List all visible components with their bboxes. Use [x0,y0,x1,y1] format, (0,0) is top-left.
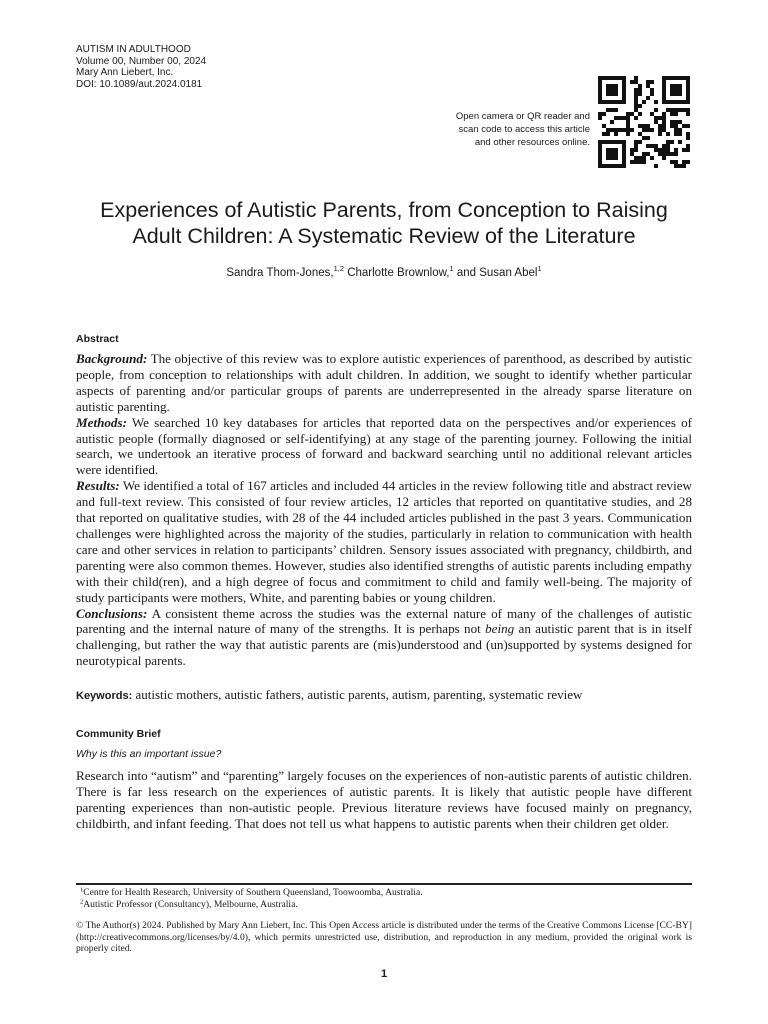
journal-name: AUTISM IN ADULTHOOD [76,44,191,55]
community-brief-text: Research into “autism” and “parenting” largely focuses on the experiences of non-autistic parents of autistic children. There is far less research on the experiences of autistic parents. It is likely that autistic people have different parenting experiences than non-autistic people. Previous literature reviews have focused mainly on pregnancy, childbirth, and infant feeding. That does not tell us what happens to autistic parents when their children get older. [76,768,692,831]
conclusions-text: A consistent theme across the studies was the external nature of many of the challenges of autistic parenting and the internal nature of many of the strengths. It is perhaps not [76,605,692,637]
affiliation-marker: 1 [449,264,454,273]
community-brief-heading: Community Brief [76,728,161,740]
title-line: Adult Children: A Systematic Review of the Literature [132,224,636,248]
keywords [76,687,692,703]
license-statement: © The Author(s) 2024. Published by Mary Ann Liebert, Inc. This Open Access article is distributed under the terms of the Creative Commons License [CC-BY] (http://creativecommons.org/licenses/by/4.0), which permits unrestricted use, distribution, and reproduction in any medium, provided the original work is properly cited. [76,920,692,954]
affiliation-item [80,899,692,911]
paper-title [60,197,708,249]
abstract-heading: Abstract [76,333,119,345]
qr-code-icon[interactable] [598,76,690,168]
author-name: Sandra Thom-Jones, [226,267,334,279]
publisher-name: Mary Ann Liebert, Inc. [76,67,174,78]
affiliations [80,887,692,910]
affiliation-marker: 1,2 [333,264,344,273]
qr-note-line: and other resources online. [474,137,590,148]
abstract-background [76,351,692,415]
methods-label: Methods: [76,414,127,430]
author-list [60,264,708,279]
affiliation-marker: 1 [80,886,84,894]
abstract-conclusions [76,606,692,670]
results-text: We identified a total of 167 articles and included 44 articles in the review following title and abstract review and full-text review. This consisted of four review articles, 12 articles that reported on quantitative studies, and 28 that reported on qualitative studies, with 28 of the 44 included articles published in the past 3 years. Communication challenges were highlighted across the majority of the studies, particularly in relation to communication with health care and other services in relation to participants’ children. Sensory issues associated with pregnancy, childbirth, and parenting were also common themes. However, studies also identified strengths of autistic parents including empathy with their child(ren), and a high degree of focus and commitment to child and family well-being. The majority of study participants were mothers, White, and parenting babies or young children. [76,478,692,605]
results-label: Results: [76,478,120,494]
page-number: 1 [380,968,388,980]
abstract-results [76,478,692,605]
qr-note-line: scan code to access this article [458,124,590,135]
methods-text: We searched 10 key databases for articles that reported data on the perspectives and/or experiences of autistic people (formally diagnosed or self-identifying) at any stage of the parenting journey. Following the initial search, we undertook an iterative process of forward and backward searching until no additional relevant articles were identified. [76,414,692,478]
article-doi: DOI: 10.1089/aut.2024.0181 [76,78,203,90]
background-text: The objective of this review was to explore autistic experiences of parenthood, as described by autistic people, from conception to relationships with adult children. In addition, we sought to identify whether particular aspects of parenting and/or particular groups of parents are underrepresented in the already sparse literature on autistic parenting. [76,351,692,414]
conclusions-emphasis: being [485,621,515,637]
background-label: Background: [76,351,148,366]
conclusions-label: Conclusions: [76,605,148,621]
affiliation-item [80,887,692,899]
affiliation-marker: 1 [537,264,542,273]
qr-instructions [420,110,590,149]
journal-header [76,44,206,90]
journal-volume: Volume 00, Number 00, 2024 [76,55,207,67]
title-line: Experiences of Autistic Parents, from Conception to Raising [100,198,668,222]
footnote-divider [76,883,692,885]
qr-note-line: Open camera or QR reader and [455,111,590,122]
abstract-body [76,351,692,669]
conclusions-text: an autistic parent that is in itself challenging, but rather the way that autistic parents are (mis)understood and (un)supported by systems designed for neurotypical parents. [76,621,693,669]
author-name: Charlotte Brownlow, [347,267,450,279]
affiliation-marker: 2 [80,898,84,905]
keywords-text: autistic mothers, autistic fathers, autistic parents, autism, parenting, systematic review [135,687,583,702]
affiliation-text: Autistic Professor (Consultancy), Melbourne, Australia. [83,898,298,910]
affiliation-text: Centre for Health Research, University of Southern Queensland, Toowoomba, Australia. [83,887,423,898]
community-brief-subheading: Why is this an important issue? [76,748,222,760]
author-name: and Susan Abel [456,267,538,279]
keywords-label: Keywords: [76,690,133,702]
abstract-methods [76,415,692,479]
